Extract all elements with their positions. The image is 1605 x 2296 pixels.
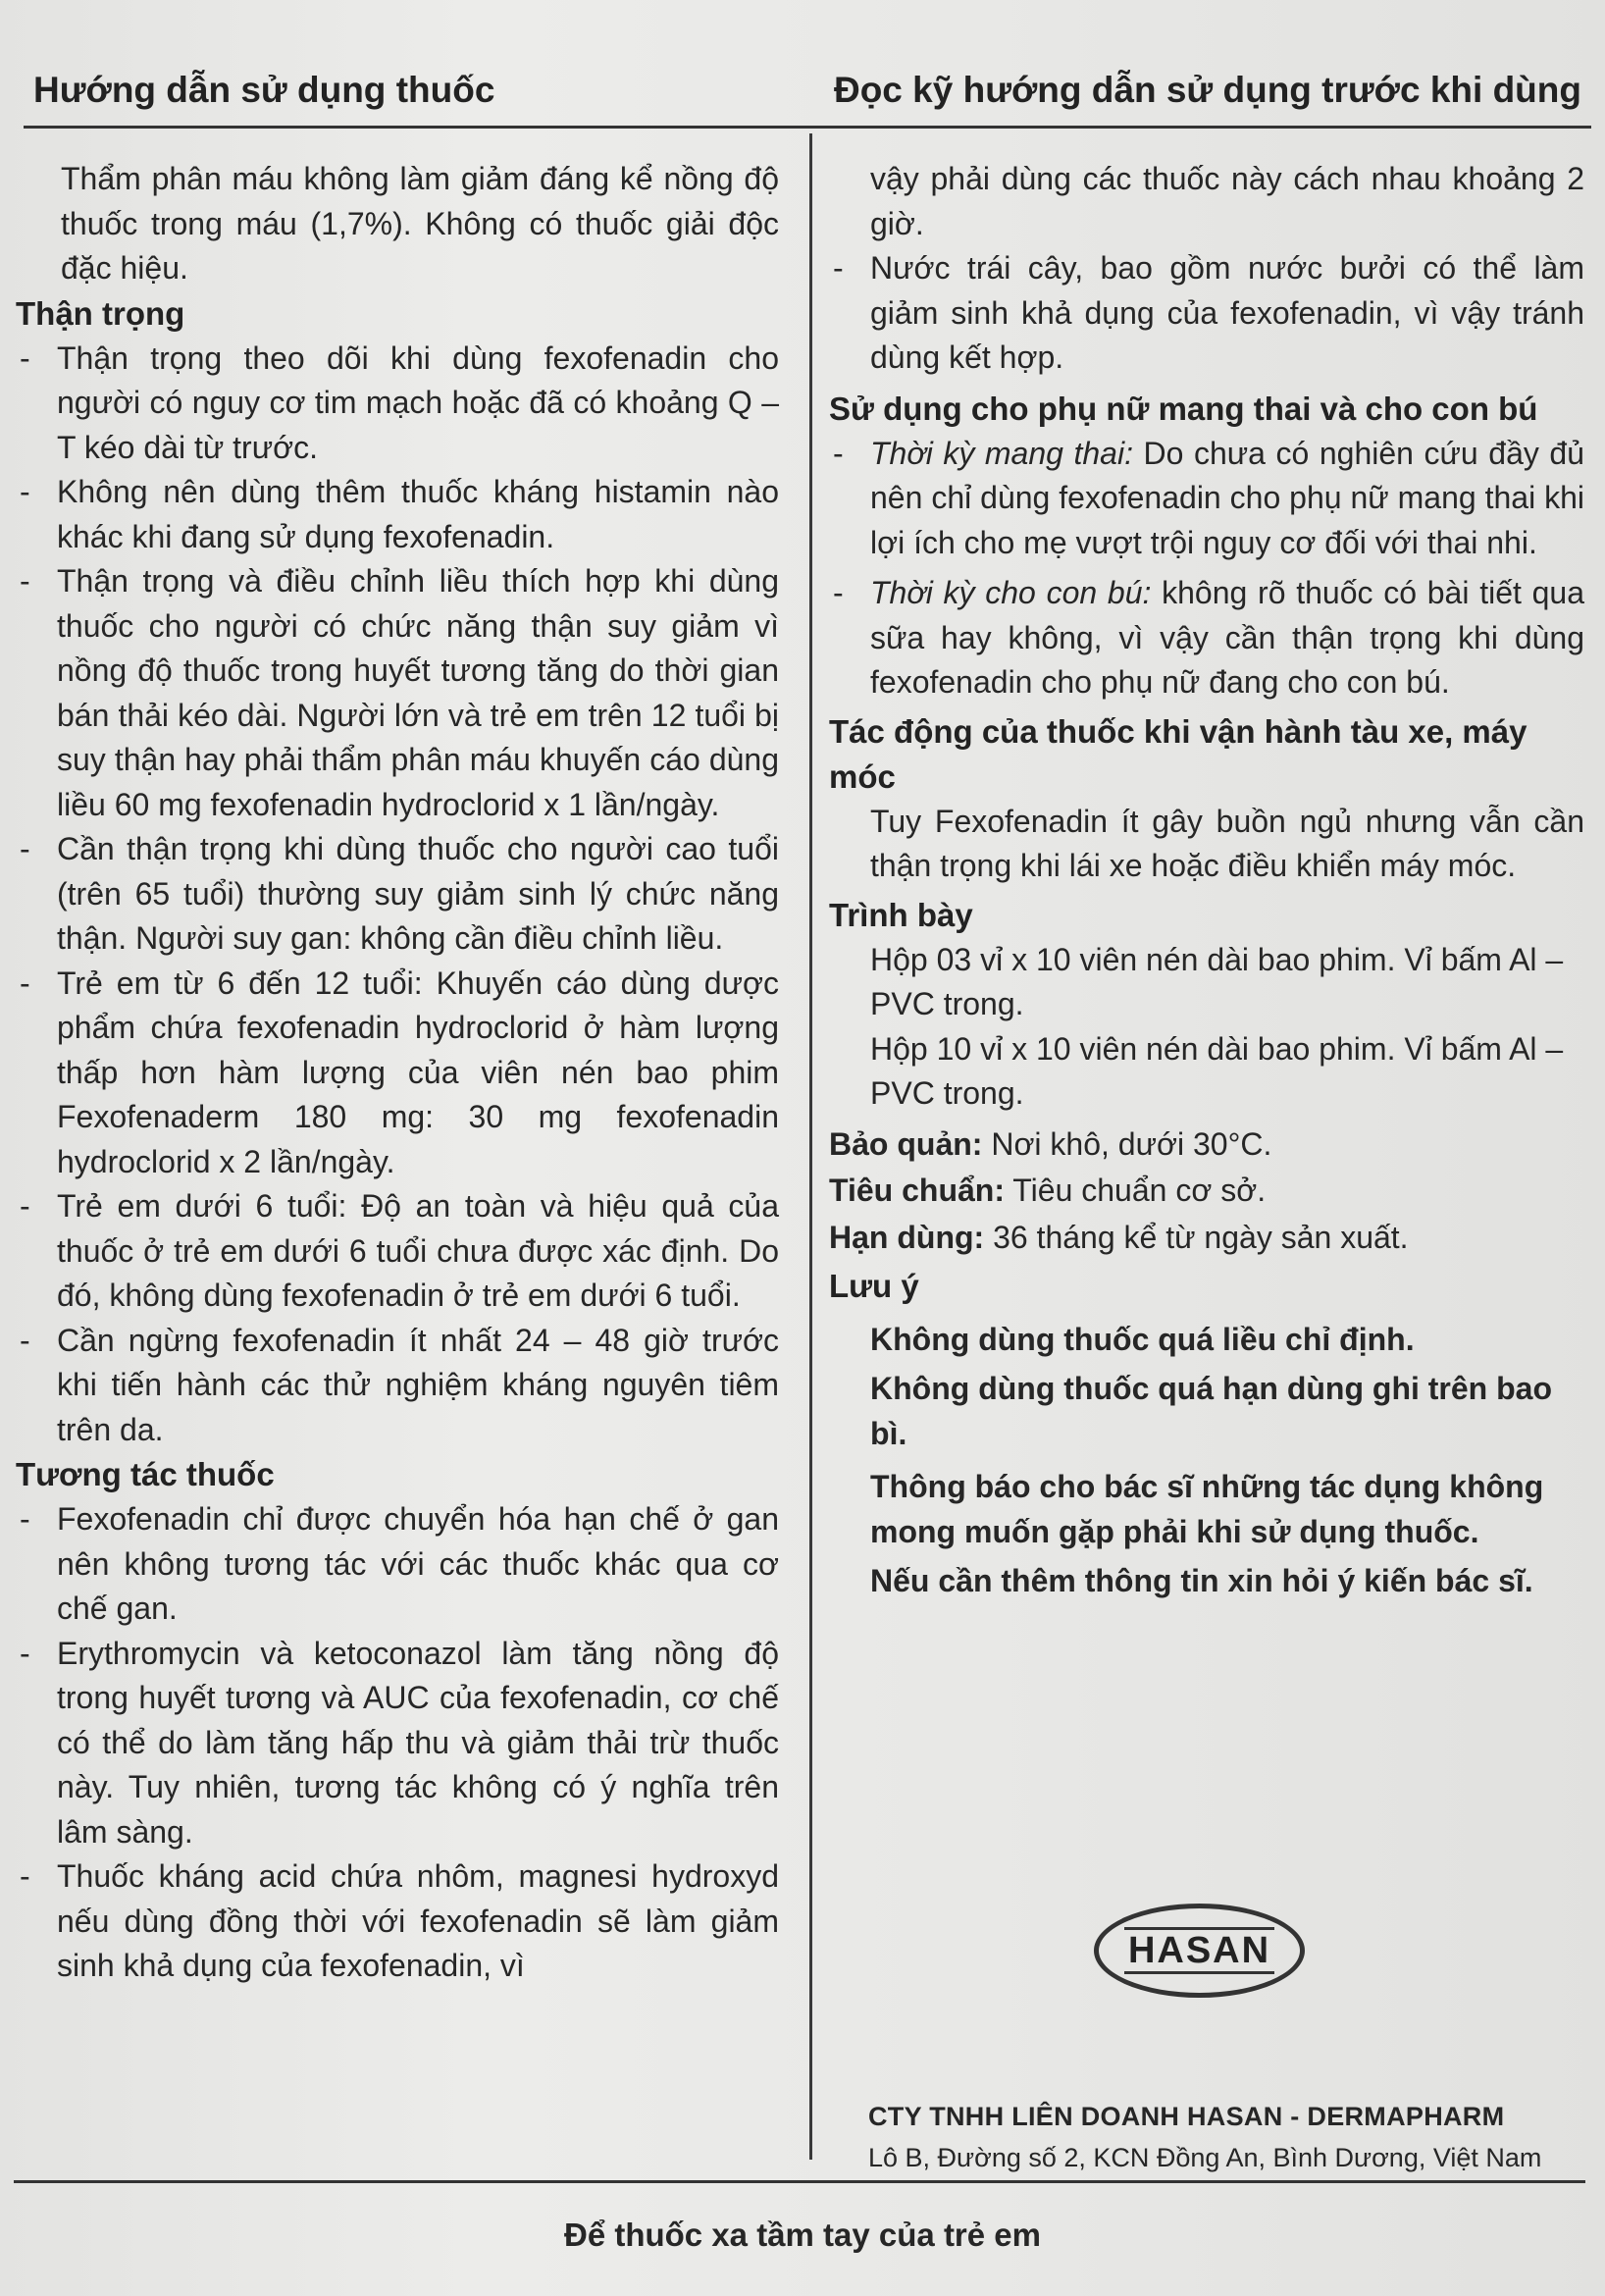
note-heading: Lưu ý [829,1268,919,1304]
company-block [829,2096,1584,2178]
driving-text: Tuy Fexofenadin ít gây buồn ngủ nhưng vẫn cần thận trọng khi lái xe hoặc điều khiển máy móc. [870,803,1584,883]
precautions-heading: Thận trọng [16,294,185,332]
left-column [16,157,779,1989]
pregnancy-label: Thời kỳ mang thai: [870,435,1133,471]
precaution-item: - Cần thận trọng khi dùng thuốc cho người cao tuổi (trên 65 tuổi) thường suy giảm sinh lý chức năng thận. Người suy gan: không cần điều chỉnh liều. [16,827,779,962]
company-name: CTY TNHH LIÊN DOANH HASAN - DERMAPHARM [868,2102,1505,2131]
pregnancy-text: Do chưa có nghiên cứu đầy đủ nên chỉ dùng fexofenadin cho phụ nữ mang thai khi lợi ích cho mẹ vượt trội nguy cơ đối với thai nhi. [870,435,1585,560]
logo-text: HASAN [1124,1927,1274,1974]
storage-value: Nơi khô, dưới 30°C. [982,1125,1272,1162]
header-title-right: Đọc kỹ hướng dẫn sử dụng trước khi dùng [833,70,1581,110]
note-list [829,1317,1584,1603]
interaction-item: - Thuốc kháng acid chứa nhôm, magnesi hydroxyd nếu dùng đồng thời với fexofenadin sẽ làm giảm sinh khả dụng của fexofenadin, vì [16,1854,779,1989]
hasan-logo [1094,1904,1305,1998]
column-divider [809,133,812,2160]
pregnancy-item [829,432,1584,566]
presentation-line: Hộp 10 vỉ x 10 viên nén dài bao phim. Vỉ bấm Al – PVC trong. [870,1030,1564,1111]
presentation-heading: Trình bày [829,896,973,933]
expiry-line [829,1216,1584,1261]
storage-line [829,1122,1584,1168]
storage-label: Bảo quản: [829,1125,983,1162]
page-header [24,65,1591,129]
precaution-item: - Trẻ em từ 6 đến 12 tuổi: Khuyến cáo dùng dược phẩm chứa fexofenadin hydroclorid ở hàm lượng thấp hơn hàm lượng của viên nén bao phim Fexofenaderm 180 mg: 30 mg fexofenadin hydroclorid x 2 lần/ngày. [16,962,779,1185]
interaction-item: - Fexofenadin chỉ được chuyển hóa hạn chế ở gan nên không tương tác với các thuốc khác qua cơ chế gan. [16,1497,779,1632]
interactions-list [16,1497,779,1989]
precaution-item: - Cần ngừng fexofenadin ít nhất 24 – 48 giờ trước khi tiến hành các thử nghiệm kháng nguyên tiêm trên da. [16,1319,779,1453]
company-address: Lô B, Đường số 2, KCN Đồng An, Bình Dương, Việt Nam [868,2143,1542,2172]
breastfeeding-label: Thời kỳ cho con bú: [870,575,1152,610]
presentation-line: Hộp 03 vỉ x 10 viên nén dài bao phim. Vỉ bấm Al – PVC trong. [870,941,1564,1021]
pregnancy-heading: Sử dụng cho phụ nữ mang thai và cho con bú [829,390,1538,427]
right-column [829,157,1584,1603]
precaution-item: - Trẻ em dưới 6 tuổi: Độ an toàn và hiệu quả của thuốc ở trẻ em dưới 6 tuổi chưa được xác định. Do đó, không dùng fexofenadin ở trẻ em dưới 6 tuổi. [16,1184,779,1319]
bottom-rule [14,2180,1585,2183]
driving-heading: Tác động của thuốc khi vận hành tàu xe, máy móc [829,712,1527,795]
interaction-item: - Nước trái cây, bao gồm nước bưởi có thể làm giảm sinh khả dụng của fexofenadin, vì vậy tránh dùng kết hợp. [829,246,1584,381]
expiry-value: 36 tháng kể từ ngày sản xuất. [984,1219,1409,1255]
note-line: Thông báo cho bác sĩ những tác dụng không mong muốn gặp phải khi sử dụng thuốc. [870,1469,1544,1549]
interactions-heading: Tương tác thuốc [16,1456,275,1492]
note-line: Không dùng thuốc quá liều chỉ định. [870,1322,1415,1357]
header-title-left: Hướng dẫn sử dụng thuốc [33,70,495,110]
precaution-item: - Thận trọng theo dõi khi dùng fexofenadin cho người có nguy cơ tim mạch hoặc đã có khoảng Q – T kéo dài từ trước. [16,337,779,471]
note-line: Nếu cần thêm thông tin xin hỏi ý kiến bác sĩ. [870,1563,1533,1598]
note-line: Không dùng thuốc quá hạn dùng ghi trên bao bì. [870,1371,1552,1451]
standard-label: Tiêu chuẩn: [829,1173,1005,1208]
pregnancy-list [829,432,1584,705]
standard-value: Tiêu chuẩn cơ sở. [1004,1173,1267,1208]
precaution-item: - Thận trọng và điều chỉnh liều thích hợp khi dùng thuốc cho người có chức năng thận suy giảm vì nồng độ thuốc trong huyết tương tăng do thời gian bán thải kéo dài. Người lớn và trẻ em trên 12 tuổi bị suy thận hay phải thẩm phân máu khuyến cáo dùng liều 60 mg fexofenadin hydroclorid x 1 lần/ngày. [16,559,779,827]
interactions-list-continued [829,246,1584,381]
precaution-item: - Không nên dùng thêm thuốc kháng histamin nào khác khi đang sử dụng fexofenadin. [16,470,779,559]
interaction-continued: vậy phải dùng các thuốc này cách nhau khoảng 2 giờ. [870,161,1584,241]
precautions-list [16,337,779,1453]
standard-line [829,1169,1584,1214]
interaction-item: - Erythromycin và ketoconazol làm tăng nồng độ trong huyết tương và AUC của fexofenadin, cơ chế có thể do làm tăng hấp thu và giảm thải trừ thuốc này. Tuy nhiên, tương tác không có ý nghĩa trên lâm sàng. [16,1632,779,1855]
expiry-label: Hạn dùng: [829,1219,985,1255]
footer-warning: Để thuốc xa tầm tay của trẻ em [563,2217,1041,2253]
breastfeeding-item [829,571,1584,705]
breastfeeding-text: không rõ thuốc có bài tiết qua sữa hay không, vì vậy cần thận trọng khi dùng fexofenadin cho phụ nữ đang cho con bú. [870,575,1585,700]
overdose-text: Thẩm phân máu không làm giảm đáng kể nồng độ thuốc trong máu (1,7%). Không có thuốc giải độc đặc hiệu. [61,161,779,286]
